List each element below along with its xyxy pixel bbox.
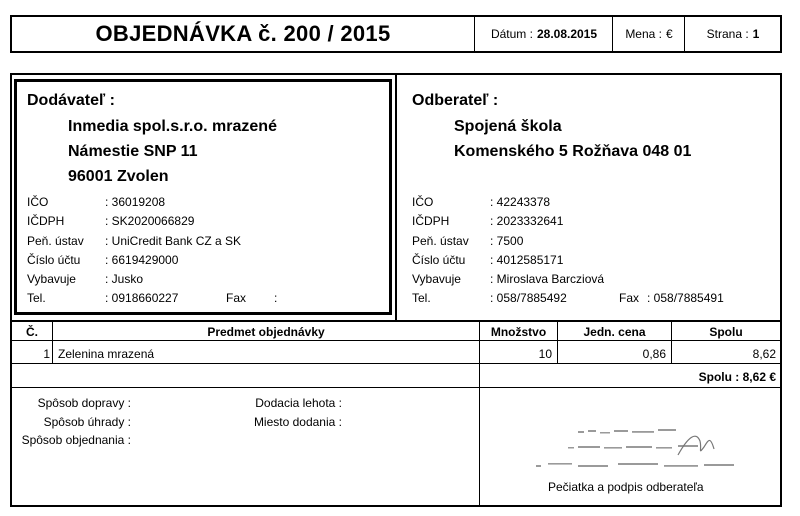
order-sum: Spolu : 8,62 € (698, 370, 776, 384)
page-cell (684, 17, 781, 51)
transport-label: Spôsob dopravy : (37, 396, 131, 410)
field-value: : 36019208 (105, 195, 166, 209)
field-label: Peň. ústav (412, 234, 469, 248)
customer-name: Spojená škola (454, 118, 562, 135)
page-value: 1 (752, 27, 760, 41)
row-item: Zelenina mrazená (58, 347, 155, 361)
field-label: Číslo účtu (27, 253, 81, 267)
row-unit-price: 0,86 (642, 347, 666, 361)
field-label: IČO (412, 195, 434, 209)
col-header-total: Spolu (709, 325, 743, 339)
customer-heading: Odberateľ : (412, 92, 499, 109)
field-value: : 4012585171 (490, 253, 564, 267)
table-sum-rule (10, 387, 782, 388)
supplier-account (27, 253, 178, 267)
table-top-rule (10, 320, 782, 322)
date-cell (474, 17, 613, 51)
supplier-city: 96001 Zvolen (68, 168, 169, 185)
date-label: Dátum : (490, 27, 533, 41)
order-title: OBJEDNÁVKA č. 200 / 2015 (95, 21, 391, 46)
table-header-rule (10, 340, 782, 341)
field-value: : UniCredit Bank CZ a SK (105, 234, 242, 248)
field-label: Číslo účtu (412, 253, 466, 267)
supplier-ico (27, 195, 165, 209)
page-label: Strana : (706, 27, 749, 41)
field-value: : 7500 (490, 234, 524, 248)
fax-label: Fax (619, 291, 640, 305)
field-label: Vybavuje (27, 272, 76, 286)
fax-value: : (274, 291, 278, 305)
party-divider (395, 75, 397, 321)
field-value: : Miroslava Barcziová (490, 272, 605, 286)
row-quantity: 10 (538, 347, 552, 361)
supplier-heading: Dodávateľ : (27, 92, 115, 109)
field-label: Vybavuje (412, 272, 461, 286)
customer-address: Komenského 5 Rožňava 048 01 (454, 143, 692, 160)
col-header-unit-price: Jedn. cena (583, 325, 646, 339)
supplier-bank (27, 234, 241, 248)
customer-phone (412, 291, 567, 305)
col-header-quantity: Množstvo (490, 325, 547, 339)
customer-bank (412, 234, 523, 248)
signature-label: Pečiatka a podpis odberateľa (548, 480, 704, 494)
supplier-icdph (27, 214, 194, 228)
fax-value: : 058/7885491 (647, 291, 724, 305)
customer-fax (619, 291, 724, 305)
field-value: : 2023332641 (490, 214, 564, 228)
currency-cell (612, 17, 685, 51)
payment-label: Spôsob úhrady : (43, 415, 131, 429)
row-number: 1 (43, 347, 50, 361)
order-header (10, 15, 782, 53)
stamp-image (528, 425, 758, 475)
supplier-phone (27, 291, 178, 305)
table-row-rule (10, 363, 782, 364)
field-value: : Jusko (105, 272, 144, 286)
customer-account (412, 253, 563, 267)
field-label: Peň. ústav (27, 234, 84, 248)
delivery-place-label: Miesto dodania : (253, 415, 342, 429)
date-value: 28.08.2015 (536, 27, 598, 41)
customer-contact (412, 272, 604, 286)
field-label: IČDPH (27, 214, 65, 228)
field-label: IČDPH (412, 214, 450, 228)
col-header-number: Č. (26, 325, 38, 339)
currency-label: Mena : (625, 27, 662, 41)
fax-label: Fax (226, 291, 247, 305)
field-value: : 058/7885492 (490, 291, 567, 305)
supplier-contact (27, 272, 143, 286)
order-method-label: Spôsob objednania : (21, 433, 131, 447)
supplier-fax (226, 291, 277, 305)
field-value: : 0918660227 (105, 291, 179, 305)
field-value: : SK2020066829 (105, 214, 195, 228)
currency-value: € (666, 27, 673, 41)
field-value: : 6619429000 (105, 253, 179, 267)
customer-icdph (412, 214, 563, 228)
field-label: IČO (27, 195, 49, 209)
field-label: Tel. (412, 291, 431, 305)
row-total: 8,62 (752, 347, 776, 361)
field-label: Tel. (27, 291, 46, 305)
col-header-item: Predmet objednávky (207, 325, 325, 339)
field-value: : 42243378 (490, 195, 551, 209)
delivery-deadline-label: Dodacia lehota : (255, 396, 342, 410)
supplier-street: Námestie SNP 11 (68, 143, 198, 160)
supplier-name: Inmedia spol.s.r.o. mrazené (68, 118, 277, 135)
customer-ico (412, 195, 550, 209)
